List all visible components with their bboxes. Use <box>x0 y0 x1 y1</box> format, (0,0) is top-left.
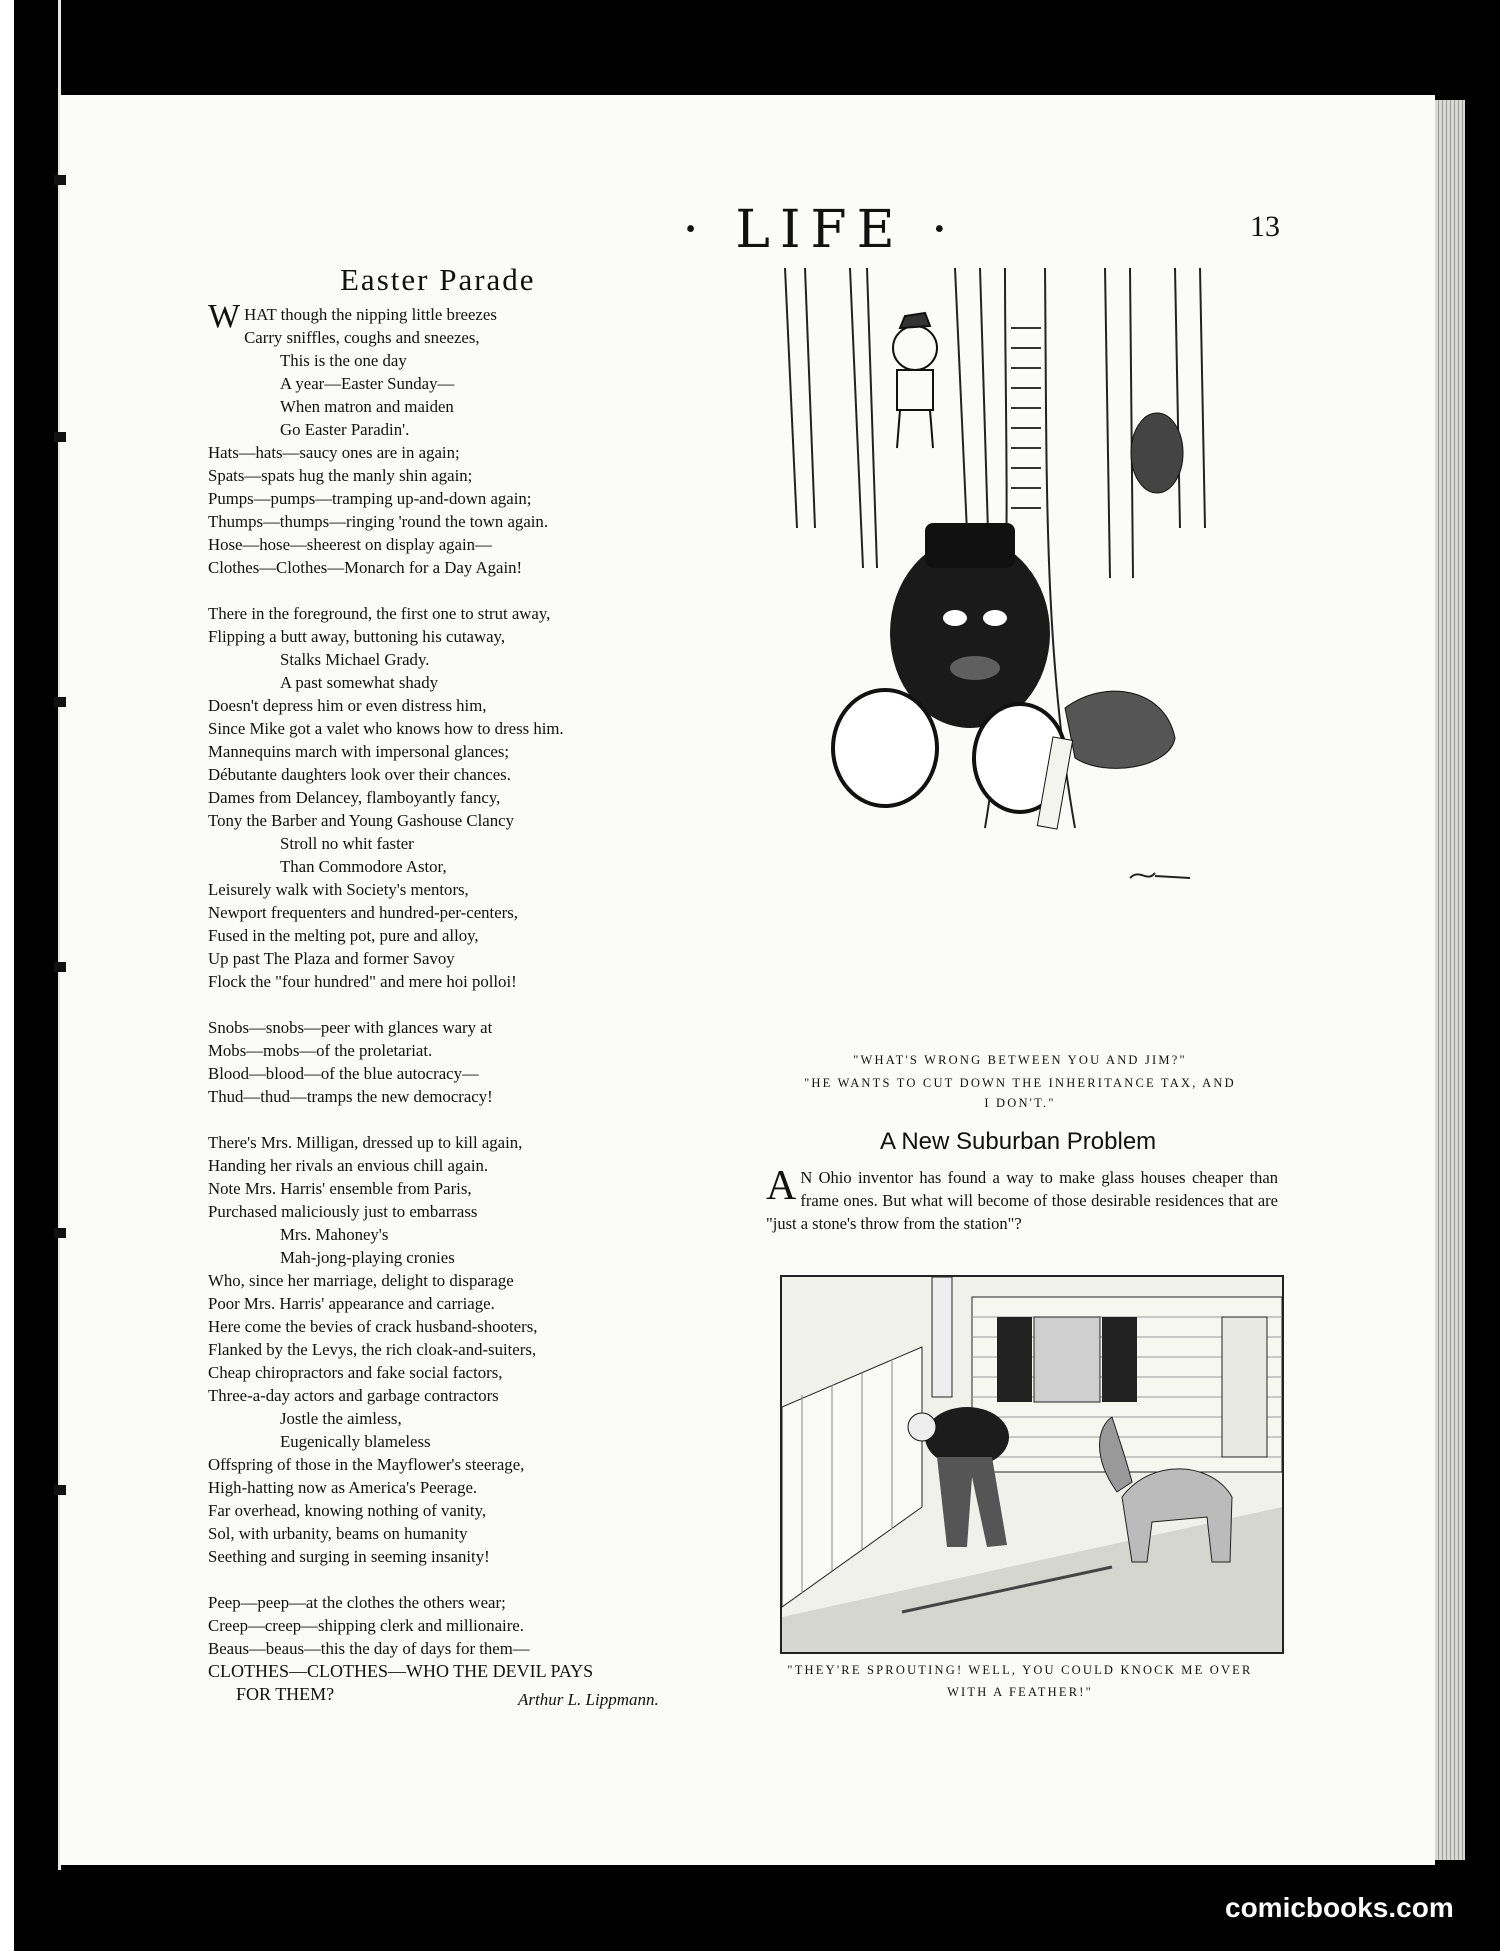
poem-line <box>208 947 738 970</box>
poem-line <box>208 487 738 510</box>
poem-line <box>208 1453 738 1476</box>
poem-line <box>208 1292 738 1315</box>
poem-line-text: Mrs. Mahoney's <box>280 1225 389 1244</box>
stanza-gap <box>208 1108 738 1131</box>
chimney <box>932 1277 952 1397</box>
binding-stitch <box>54 432 66 442</box>
poem-line <box>208 1591 738 1614</box>
poem-line <box>208 533 738 556</box>
shutter-right <box>1102 1317 1137 1402</box>
poem-line-text: Clothes—Clothes—Monarch for a Day Again! <box>208 558 523 577</box>
poem-line-text: There in the foreground, the first one to strut away, <box>208 604 551 623</box>
poem-line-text: This is the one day <box>280 351 407 370</box>
cartoon1-caption-line3: I DON'T." <box>984 1096 1056 1110</box>
poem-line <box>208 1131 738 1154</box>
poem-line-text: When matron and maiden <box>280 397 454 416</box>
poem-line <box>208 901 738 924</box>
poem-line <box>208 740 738 763</box>
poem-line <box>208 1499 738 1522</box>
poem-line-text: Jostle the aimless, <box>280 1409 402 1428</box>
poem-line-text: Thumps—thumps—ringing 'round the town again. <box>208 512 549 531</box>
article-drop-cap: A <box>766 1163 797 1209</box>
poem-line-text: Spats—spats hug the manly shin again; <box>208 466 473 485</box>
hiding-figure <box>1131 413 1183 493</box>
cartoon1-caption-line1: "WHAT'S WRONG BETWEEN YOU AND JIM?" <box>853 1053 1187 1067</box>
article-title: A New Suburban Problem <box>880 1128 1157 1155</box>
poem-line-text: Flock the "four hundred" and mere hoi polloi! <box>208 972 517 991</box>
small-figure <box>893 313 937 448</box>
stanza-gap <box>208 993 738 1016</box>
poem-line <box>208 832 738 855</box>
poem-line <box>208 1062 738 1085</box>
poem-title: Easter Parade <box>340 262 536 297</box>
poem-line <box>208 1246 738 1269</box>
poem-line <box>208 1177 738 1200</box>
cartoon2-caption-line1: "THEY'RE SPROUTING! WELL, YOU COULD KNOCK ME OVER <box>787 1663 1253 1677</box>
poem-line <box>208 441 738 464</box>
poem-line <box>208 1223 738 1246</box>
poem-line <box>208 1269 738 1292</box>
poem-line <box>208 763 738 786</box>
article-text: N Ohio inventor has found a way to make glass houses cheaper than frame ones. But what will become of those desirable residences that are "just a stone's throw from the station"? <box>766 1168 1278 1233</box>
poem-line <box>208 418 738 441</box>
poem-line <box>208 970 738 993</box>
poem-line-text: Creep—creep—shipping clerk and millionaire. <box>208 1616 524 1635</box>
binding-stitch <box>54 697 66 707</box>
poem-line-text: Leisurely walk with Society's mentors, <box>208 880 469 899</box>
poem-line <box>208 878 738 901</box>
poem-line <box>208 1154 738 1177</box>
poem-line <box>208 786 738 809</box>
poem-line-text: FOR THEM? <box>236 1684 335 1704</box>
poem-author: Arthur L. Lippmann. <box>518 1690 659 1709</box>
poem-line-text: Blood—blood—of the blue autocracy— <box>208 1064 479 1083</box>
poem-line-text: Carry sniffles, coughs and sneezes, <box>244 328 480 347</box>
poem-line-text: High-hatting now as America's Peerage. <box>208 1478 478 1497</box>
binding-stitch <box>54 962 66 972</box>
poem-line <box>208 694 738 717</box>
poem-line-text: Sol, with urbanity, beams on humanity <box>208 1524 468 1543</box>
poem-line-text: Flanked by the Levys, the rich cloak-and-suiters, <box>208 1340 537 1359</box>
poem-line-text: Beaus—beaus—this the day of days for them— <box>208 1639 530 1658</box>
poem-line <box>208 1637 738 1660</box>
scan-edge <box>0 0 14 1951</box>
poem-line-text: Cheap chiropractors and fake social factors, <box>208 1363 503 1382</box>
poem-line <box>208 1522 738 1545</box>
poem-line-text: Fused in the melting pot, pure and alloy, <box>208 926 479 945</box>
poem-line-text: Stroll no whit faster <box>280 834 414 853</box>
cartoon1-caption-line2: "HE WANTS TO CUT DOWN THE INHERITANCE TAX, AND <box>804 1076 1236 1090</box>
poem-line <box>208 395 738 418</box>
poem-line <box>208 1016 738 1039</box>
article-body <box>766 1163 1278 1235</box>
poem-line <box>208 326 738 349</box>
poem-drop-cap: W <box>208 298 241 335</box>
poem-line <box>208 671 738 694</box>
poem-line-text: Purchased maliciously just to embarrass <box>208 1202 478 1221</box>
poem-line-text: Thud—thud—tramps the new democracy! <box>208 1087 493 1106</box>
poem-line <box>208 298 738 335</box>
poem-line-text: HAT though the nipping little breezes <box>244 305 497 324</box>
poem-line <box>208 1039 738 1062</box>
poem-line <box>208 1085 738 1108</box>
poem-line-text: Dames from Delancey, flamboyantly fancy, <box>208 788 501 807</box>
poem-line-text: Up past The Plaza and former Savoy <box>208 949 455 968</box>
poem-line-text: A past somewhat shady <box>280 673 439 692</box>
poem-line <box>208 372 738 395</box>
poem-line-text: Go Easter Paradin'. <box>280 420 410 439</box>
cartoon-illustration-yard <box>780 1275 1284 1654</box>
poem-line <box>208 1476 738 1499</box>
poem-line <box>208 924 738 947</box>
poem-line-text: Note Mrs. Harris' ensemble from Paris, <box>208 1179 472 1198</box>
poem-line-text: Here come the bevies of crack husband-shooters, <box>208 1317 538 1336</box>
poem-line <box>208 855 738 878</box>
poem-line-text: Than Commodore Astor, <box>280 857 447 876</box>
binding-stitch <box>54 1228 66 1238</box>
poem-line <box>208 809 738 832</box>
poem-body <box>208 298 738 1706</box>
poem-line-text: Débutante daughters look over their chances. <box>208 765 511 784</box>
poem-line <box>208 510 738 533</box>
poem-line-text: Three-a-day actors and garbage contractors <box>208 1386 499 1405</box>
man-figure <box>908 1407 1009 1547</box>
poem-line-text: CLOTHES—CLOTHES—WHO THE DEVIL PAYS <box>208 1661 594 1681</box>
page-stack-edges <box>1435 100 1465 1860</box>
poem-line-text: Doesn't depress him or even distress him, <box>208 696 487 715</box>
poem-line <box>208 1338 738 1361</box>
poem-line-text: Poor Mrs. Harris' appearance and carriage. <box>208 1294 495 1313</box>
poem-line <box>208 1315 738 1338</box>
poem-line-text: Snobs—snobs—peer with glances wary at <box>208 1018 493 1037</box>
poem-line <box>208 1407 738 1430</box>
poem-line-text: Handing her rivals an envious chill again. <box>208 1156 489 1175</box>
poem-line-text: A year—Easter Sunday— <box>280 374 455 393</box>
binding-stitch <box>54 1485 66 1495</box>
poem-line <box>208 648 738 671</box>
magazine-title: · LIFE · <box>682 200 958 260</box>
poem-line <box>208 556 738 579</box>
poem-line-text: Mah-jong-playing cronies <box>280 1248 455 1267</box>
cartoon-illustration-forest <box>775 268 1245 1048</box>
poem-line-text: Far overhead, knowing nothing of vanity, <box>208 1501 487 1520</box>
poem-line-text: Mannequins march with impersonal glances; <box>208 742 510 761</box>
main-figure <box>833 523 1175 829</box>
poem-line-text: Stalks Michael Grady. <box>280 650 430 669</box>
poem-line <box>208 625 738 648</box>
poem-line <box>208 1361 738 1384</box>
stanza-gap <box>208 1568 738 1591</box>
poem-line <box>208 349 738 372</box>
poem-line-text: Peep—peep—at the clothes the others wear; <box>208 1593 506 1612</box>
poem-line <box>208 717 738 740</box>
poem-line <box>208 1545 738 1568</box>
shutter-left <box>997 1317 1032 1402</box>
poem-line-text: Newport frequenters and hundred-per-centers, <box>208 903 518 922</box>
poem-line-text: Offspring of those in the Mayflower's steerage, <box>208 1455 525 1474</box>
poem-line-text: Tony the Barber and Young Gashouse Clancy <box>208 811 514 830</box>
poem-line-text: Flipping a butt away, buttoning his cutaway, <box>208 627 506 646</box>
poem-line-text: Who, since her marriage, delight to disparage <box>208 1271 514 1290</box>
poem-line <box>208 1430 738 1453</box>
poem-line-text: Hose—hose—sheerest on display again— <box>208 535 492 554</box>
poem-line-text: There's Mrs. Milligan, dressed up to kill again, <box>208 1133 523 1152</box>
watermark: comicbooks.com <box>1225 1892 1454 1923</box>
binding-stitch <box>54 175 66 185</box>
cartoon2-caption-line2: WITH A FEATHER!" <box>947 1685 1093 1699</box>
poem-line <box>208 1200 738 1223</box>
poem-line-text: Hats—hats—saucy ones are in again; <box>208 443 460 462</box>
door <box>1222 1317 1267 1457</box>
poem-line-text: Mobs—mobs—of the proletariat. <box>208 1041 433 1060</box>
poem-line <box>208 464 738 487</box>
poem-line-text: Eugenically blameless <box>280 1432 431 1451</box>
artist-signature <box>1130 873 1190 878</box>
poem-line-text: Pumps—pumps—tramping up-and-down again; <box>208 489 532 508</box>
poem-line <box>208 1384 738 1407</box>
poem-line <box>208 1614 738 1637</box>
poem-line <box>208 602 738 625</box>
page-number: 13 <box>1250 210 1280 243</box>
stanza-gap <box>208 579 738 602</box>
poem-line <box>208 1660 738 1683</box>
poem-line-text: Seething and surging in seeming insanity! <box>208 1547 490 1566</box>
poem-line-text: Since Mike got a valet who knows how to dress him. <box>208 719 564 738</box>
